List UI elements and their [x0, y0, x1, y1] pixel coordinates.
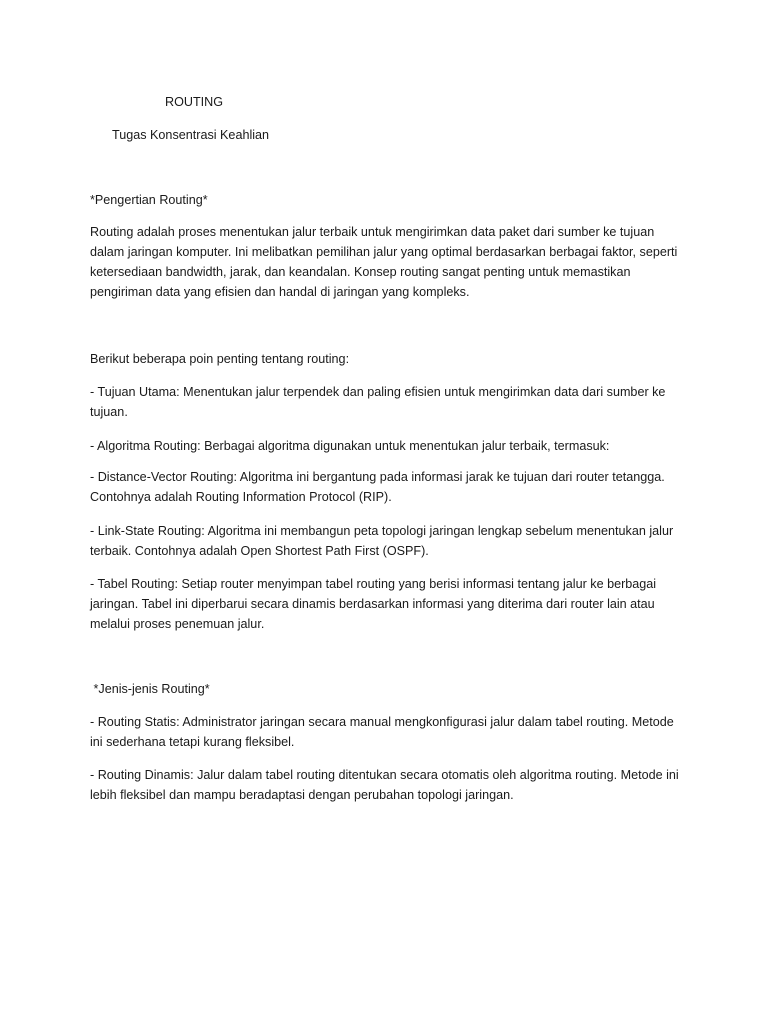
point-algoritma-routing: - Algoritma Routing: Berbagai algoritma digunakan untuk menentukan jalur terbaik, termasuk:: [90, 439, 610, 453]
point-distance-vector: - Distance-Vector Routing: Algoritma ini bergantung pada informasi jarak ke tujuan dari router tetangga. Contohnya adalah Routing Information Protocol (RIP).: [90, 470, 665, 504]
document-title: ROUTING: [165, 95, 224, 109]
point-tujuan-utama: - Tujuan Utama: Menentukan jalur terpendek dan paling efisien untuk mengirimkan data dari sumber ke tujuan.: [90, 385, 666, 419]
section-heading-jenis: *Jenis-jenis Routing*: [90, 682, 210, 696]
type-routing-statis: - Routing Statis: Administrator jaringan secara manual mengkonfigurasi jalur dalam tabel routing. Metode ini sederhana tetapi kurang fleksibel.: [90, 715, 674, 749]
points-intro: Berikut beberapa poin penting tentang routing:: [90, 352, 350, 366]
document-subtitle: Tugas Konsentrasi Keahlian: [112, 128, 270, 142]
point-tabel-routing: - Tabel Routing: Setiap router menyimpan tabel routing yang berisi informasi tentang jalur ke berbagai jaringan. Tabel ini diperbarui secara dinamis berdasarkan informasi yang diterima dari router lain atau melalui proses penemuan jalur.: [90, 577, 657, 631]
point-link-state: - Link-State Routing: Algoritma ini membangun peta topologi jaringan lengkap sebelum menentukan jalur terbaik. Contohnya adalah Open Shortest Path First (OSPF).: [90, 524, 674, 558]
type-routing-dinamis: - Routing Dinamis: Jalur dalam tabel routing ditentukan secara otomatis oleh algoritma routing. Metode ini lebih fleksibel dan mampu beradaptasi dengan perubahan topologi jaringan.: [90, 768, 679, 802]
section-heading-pengertian: *Pengertian Routing*: [90, 193, 208, 207]
intro-paragraph: Routing adalah proses menentukan jalur terbaik untuk mengirimkan data paket dari sumber ke tujuan dalam jaringan komputer. Ini melibatkan pemilihan jalur yang optimal berdasarkan berbagai faktor, seperti ketersediaan bandwidth, jarak, dan keandalan. Konsep routing sangat penting untuk memastikan pengiriman data yang efisien dan handal di jaringan yang kompleks.: [90, 225, 678, 299]
